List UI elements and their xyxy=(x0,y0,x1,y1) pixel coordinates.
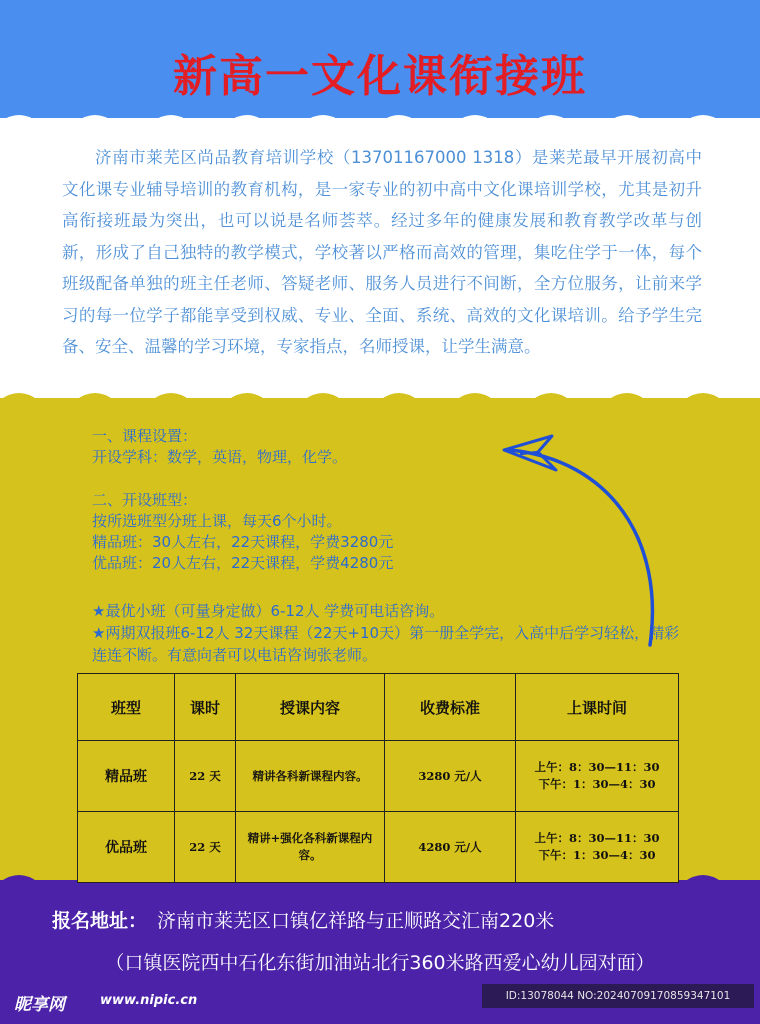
class-schedule-table xyxy=(77,673,679,883)
top-wave xyxy=(0,108,760,134)
fee-cell: 4280 元/人 xyxy=(385,812,516,883)
course-heading: 一、课程设置： xyxy=(92,427,198,445)
class-type-line: 按所选班型分班上课，每天6个小时。 xyxy=(92,512,342,530)
content-cell: 精讲各科新课程内容。 xyxy=(236,741,385,812)
school-intro-paragraph: 济南市莱芜区尚品教育培训学校（13701167000 1318）是莱芜最早开展初高中文化课专业辅导培训的教育机构，是一家专业的初中高中文化课培训学校，尤其是初升高衔接班最为突出，也可以说是名师荟萃。经过多年的健康发展和教育教学改革与创新，形成了自己独特的教学模式，学校著以严格而高效的管理，集吃住学于一体，每个班级配备单独的班主任老师、答疑老师、服务人员进行不间断，全方位服务，让前来学习的每一位学子都能享受到权威、专业、全面、系统、高效的文化课培训。给予学生完备、安全、温馨的学习环境，专家指点，名师授课，让学生满意。 xyxy=(62,148,702,356)
time-cell xyxy=(516,812,679,883)
table-header-row xyxy=(78,674,679,741)
morning-time: 上午：8：30—11：30 xyxy=(534,831,660,845)
class-name-cell: 精品班 xyxy=(78,741,175,812)
fee-cell: 3280 元/人 xyxy=(385,741,516,812)
address-label: 报名地址： xyxy=(52,910,148,932)
column-header: 班型 xyxy=(78,674,175,741)
star-note: ★两期双报班6-12人 32天课程（22天+10天）第一册全学完，入高中后学习轻松，精彩连连不断。有意向者可以电话咨询张老师。 xyxy=(92,624,680,664)
class-type-section xyxy=(92,490,393,574)
column-header: 课时 xyxy=(175,674,236,741)
course-subjects: 开设学科：数学，英语，物理，化学。 xyxy=(92,448,348,466)
image-id-label: ID:13078044 NO:20240709170859347101 xyxy=(482,984,754,1008)
middle-wave xyxy=(0,386,760,412)
address-line xyxy=(52,906,554,933)
morning-time: 上午：8：30—11：30 xyxy=(534,760,660,774)
content-cell: 精讲+强化各科新课程内容。 xyxy=(236,812,385,883)
table-row xyxy=(78,812,679,883)
class-type-heading: 二、开设班型： xyxy=(92,491,198,509)
hours-cell: 22 天 xyxy=(175,812,236,883)
page-title: 新高一文化课衔接班 xyxy=(173,51,587,102)
afternoon-time: 下午：1：30—4：30 xyxy=(538,848,656,862)
watermark-logo: 昵享网 xyxy=(14,995,65,1015)
landmark-line: （口镇医院西中石化东街加油站北行360米路西爱心幼儿园对面） xyxy=(105,952,655,974)
hours-cell: 22 天 xyxy=(175,741,236,812)
address-text: 济南市莱芜区口镇亿祥路与正顺路交汇南220米 xyxy=(157,910,555,932)
table-row xyxy=(78,741,679,812)
watermark-url: www.nipic.cn xyxy=(100,993,198,1008)
class-type-line: 精品班：30人左右，22天课程，学费3280元 xyxy=(92,533,394,551)
column-header: 收费标准 xyxy=(385,674,516,741)
course-section xyxy=(92,426,347,468)
curved-paper-plane-arrow-icon xyxy=(490,430,670,660)
column-header: 上课时间 xyxy=(516,674,679,741)
star-note: ★最优小班（可量身定做）6-12人 学费可电话咨询。 xyxy=(92,602,445,620)
afternoon-time: 下午：1：30—4：30 xyxy=(538,777,656,791)
class-type-line: 优品班：20人左右，22天课程，学费4280元 xyxy=(92,554,394,572)
column-header: 授课内容 xyxy=(236,674,385,741)
time-cell xyxy=(516,741,679,812)
class-name-cell: 优品班 xyxy=(78,812,175,883)
